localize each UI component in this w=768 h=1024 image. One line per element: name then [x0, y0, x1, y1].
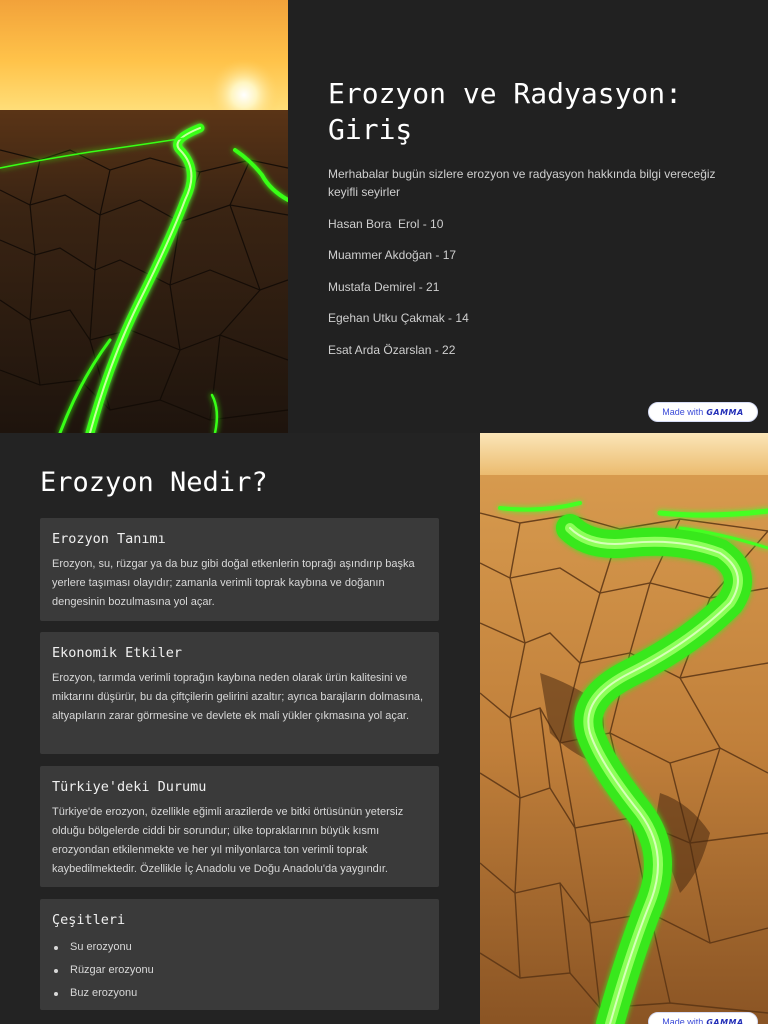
- list-item: Rüzgar erozyonu: [52, 959, 427, 982]
- sunset-cracked-earth-image: [0, 0, 288, 433]
- card-heading: Türkiye'deki Durumu: [52, 779, 207, 795]
- cracked-earth-river-image: [480, 433, 768, 1024]
- member-item: Egehan Utku Çakmak - 14: [328, 311, 469, 325]
- intro-text-block: [328, 76, 738, 359]
- gamma-logo: GAMMA: [706, 407, 744, 417]
- list-item: Su erozyonu: [52, 936, 427, 959]
- types-list: [52, 936, 427, 1005]
- member-item: Mustafa Demirel - 21: [328, 279, 440, 294]
- slide-intro: [0, 0, 768, 433]
- member-item: Muammer Akdoğan - 17: [328, 248, 457, 262]
- slide-erozyon-nedir: [0, 433, 768, 1024]
- card-types: [40, 899, 439, 1010]
- card-heading: Erozyon Tanımı: [52, 531, 166, 547]
- member-item: Esat Arda Özarslan - 22: [328, 342, 456, 357]
- card-turkey-status: [40, 766, 439, 887]
- member-list: [328, 215, 738, 359]
- card-heading: Çeşitleri: [52, 912, 126, 928]
- badge-label: Made with: [662, 1017, 704, 1024]
- badge-label: Made with: [662, 407, 704, 417]
- card-heading: Ekonomik Etkiler: [52, 645, 183, 661]
- card-text: Erozyon, tarımda verimli toprağın kaybına neden olarak ürün kalitesini ve miktarını düşürür, bu da çiftçilerin gelirini azaltır; ayrıca barajların dolmasına, altyapıların zarar görmesine ve devlete ek mali yükler çıkmasına yol açar.: [52, 672, 424, 722]
- card-text: Erozyon, su, rüzgar ya da buz gibi doğal etkenlerin toprağı aşındırıp başka yerlere taşıması olayıdır; zamanla verimli toprak kaybına ve doğanın dengesinin bozulmasına yol açar.: [52, 558, 415, 608]
- member-item: Hasan Bora Erol - 10: [328, 216, 444, 231]
- intro-paragraph: Merhabalar bugün sizlere erozyon ve radyasyon hakkında bilgi vereceğiz keyifli seyirler: [328, 167, 716, 199]
- card-text: Türkiye'de erozyon, özellikle eğimli arazilerde ve bitki örtüsünün yetersiz olduğu bölgelerde ciddi bir sorundur; ülke topraklarının büyük kısmı erozyondan etkilenmekte ve her yıl milyonlarca ton verimli toprak kaybedilmektedir. Özellikle İç Anadolu ve Doğu Anadolu'da yaygındır.: [52, 806, 404, 875]
- list-item: Buz erozyonu: [52, 982, 427, 1005]
- slide-title: Erozyon ve Radyasyon: Giriş: [328, 77, 683, 146]
- gamma-logo: GAMMA: [706, 1017, 744, 1024]
- card-definition: [40, 518, 439, 621]
- made-with-gamma-badge[interactable]: [648, 1012, 758, 1024]
- card-economic-effects: [40, 632, 439, 754]
- made-with-gamma-badge[interactable]: [648, 402, 758, 422]
- slide-title: Erozyon Nedir?: [40, 467, 268, 498]
